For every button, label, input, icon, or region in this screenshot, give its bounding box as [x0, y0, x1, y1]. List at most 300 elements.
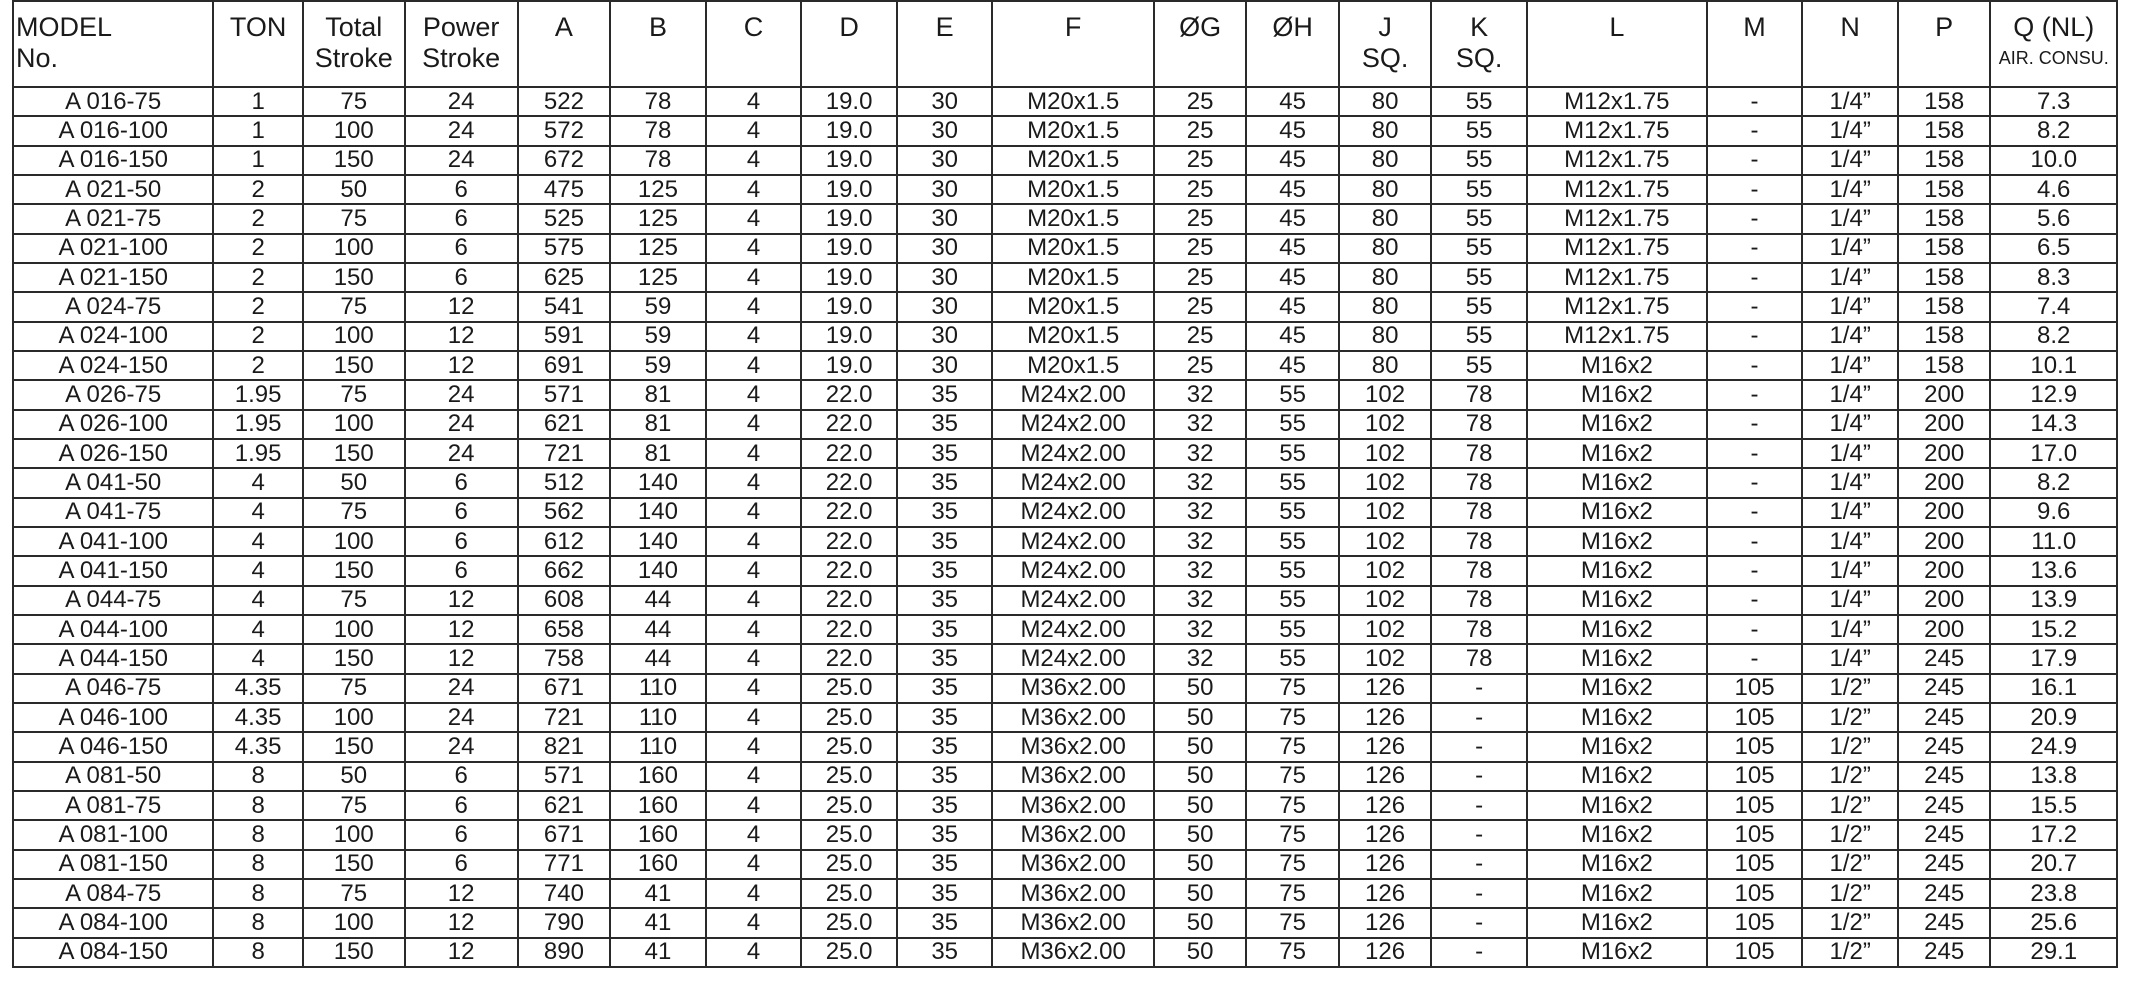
cell-m: 105 — [1707, 732, 1803, 761]
cell-ton: 8 — [213, 791, 302, 820]
cell-h: 55 — [1246, 439, 1339, 468]
cell-model: A 046-75 — [13, 674, 213, 703]
cell-a: 672 — [518, 146, 611, 175]
cell-total: 150 — [303, 146, 405, 175]
cell-q: 8.2 — [1990, 322, 2117, 351]
cell-c: 4 — [706, 234, 802, 263]
cell-b: 44 — [610, 615, 706, 644]
column-header-label: N — [1840, 12, 1860, 42]
cell-h: 75 — [1246, 791, 1339, 820]
cell-power: 24 — [405, 410, 518, 439]
cell-power: 6 — [405, 850, 518, 879]
cell-total: 75 — [303, 879, 405, 908]
cell-ton: 4.35 — [213, 732, 302, 761]
table-row — [13, 703, 2117, 732]
cell-n: 1/4” — [1802, 322, 1898, 351]
cell-f: M20x1.5 — [992, 146, 1153, 175]
cell-total: 75 — [303, 292, 405, 321]
cell-p: 158 — [1898, 263, 1991, 292]
cell-n: 1/4” — [1802, 87, 1898, 116]
cell-power: 12 — [405, 322, 518, 351]
cell-power: 6 — [405, 527, 518, 556]
cell-p: 200 — [1898, 586, 1991, 615]
cell-a: 621 — [518, 791, 611, 820]
cell-l: M16x2 — [1527, 703, 1707, 732]
cell-m: - — [1707, 292, 1803, 321]
cell-h: 55 — [1246, 468, 1339, 497]
column-header-label: L — [1609, 12, 1625, 42]
cell-g: 25 — [1154, 204, 1247, 233]
cell-h: 75 — [1246, 938, 1339, 967]
cell-g: 25 — [1154, 234, 1247, 263]
cell-q: 9.6 — [1990, 498, 2117, 527]
column-header-label: D — [839, 12, 859, 42]
cell-n: 1/2” — [1802, 850, 1898, 879]
cell-g: 32 — [1154, 527, 1247, 556]
cell-q: 15.2 — [1990, 615, 2117, 644]
cell-p: 200 — [1898, 527, 1991, 556]
cell-c: 4 — [706, 351, 802, 380]
cell-k: - — [1431, 703, 1527, 732]
cell-c: 4 — [706, 762, 802, 791]
cell-b: 140 — [610, 498, 706, 527]
cell-m: - — [1707, 263, 1803, 292]
cell-f: M36x2.00 — [992, 732, 1153, 761]
cell-c: 4 — [706, 146, 802, 175]
cell-a: 575 — [518, 234, 611, 263]
cell-e: 35 — [897, 938, 993, 967]
cell-e: 35 — [897, 762, 993, 791]
cell-g: 25 — [1154, 87, 1247, 116]
cell-q: 13.9 — [1990, 586, 2117, 615]
cell-b: 140 — [610, 468, 706, 497]
cell-total: 50 — [303, 762, 405, 791]
cell-power: 6 — [405, 234, 518, 263]
cell-k: - — [1431, 674, 1527, 703]
column-header-label: Power — [422, 12, 500, 42]
cell-f: M20x1.5 — [992, 204, 1153, 233]
cell-d: 25.0 — [801, 879, 897, 908]
cell-k: 55 — [1431, 146, 1527, 175]
cell-ton: 2 — [213, 263, 302, 292]
cell-k: - — [1431, 791, 1527, 820]
column-header-total — [303, 1, 405, 87]
cell-p: 245 — [1898, 938, 1991, 967]
cell-c: 4 — [706, 322, 802, 351]
cell-ton: 4.35 — [213, 674, 302, 703]
cell-m: 105 — [1707, 762, 1803, 791]
cell-f: M24x2.00 — [992, 410, 1153, 439]
cell-j: 80 — [1339, 116, 1432, 145]
cell-n: 1/2” — [1802, 762, 1898, 791]
table-row — [13, 175, 2117, 204]
cell-l: M16x2 — [1527, 439, 1707, 468]
cell-f: M20x1.5 — [992, 116, 1153, 145]
column-header-g — [1154, 1, 1247, 87]
cell-q: 12.9 — [1990, 380, 2117, 409]
cell-l: M12x1.75 — [1527, 116, 1707, 145]
cell-e: 30 — [897, 116, 993, 145]
cell-n: 1/4” — [1802, 586, 1898, 615]
cell-h: 45 — [1246, 234, 1339, 263]
cell-f: M24x2.00 — [992, 380, 1153, 409]
cell-q: 14.3 — [1990, 410, 2117, 439]
cell-q: 11.0 — [1990, 527, 2117, 556]
cell-e: 30 — [897, 263, 993, 292]
cell-b: 125 — [610, 263, 706, 292]
cell-n: 1/4” — [1802, 615, 1898, 644]
cell-e: 35 — [897, 879, 993, 908]
cell-ton: 1.95 — [213, 380, 302, 409]
cell-q: 7.3 — [1990, 87, 2117, 116]
cell-f: M24x2.00 — [992, 556, 1153, 585]
cell-j: 102 — [1339, 644, 1432, 673]
cell-f: M20x1.5 — [992, 263, 1153, 292]
cell-f: M24x2.00 — [992, 468, 1153, 497]
cell-q: 17.9 — [1990, 644, 2117, 673]
cell-l: M16x2 — [1527, 908, 1707, 937]
cell-j: 102 — [1339, 527, 1432, 556]
cell-n: 1/4” — [1802, 204, 1898, 233]
cell-c: 4 — [706, 850, 802, 879]
cell-a: 671 — [518, 674, 611, 703]
column-header-p — [1898, 1, 1991, 87]
column-header-label: C — [743, 12, 764, 42]
cell-h: 45 — [1246, 322, 1339, 351]
cell-n: 1/4” — [1802, 380, 1898, 409]
cell-j: 80 — [1339, 263, 1432, 292]
cell-b: 59 — [610, 351, 706, 380]
cell-d: 22.0 — [801, 615, 897, 644]
cell-j: 126 — [1339, 674, 1432, 703]
cell-a: 771 — [518, 850, 611, 879]
cell-m: - — [1707, 116, 1803, 145]
cell-a: 608 — [518, 586, 611, 615]
cell-l: M16x2 — [1527, 879, 1707, 908]
cell-model: A 016-100 — [13, 116, 213, 145]
cell-model: A 084-150 — [13, 938, 213, 967]
cell-n: 1/4” — [1802, 644, 1898, 673]
cell-model: A 026-75 — [13, 380, 213, 409]
cell-ton: 8 — [213, 850, 302, 879]
table-row — [13, 556, 2117, 585]
cell-ton: 2 — [213, 204, 302, 233]
cell-k: - — [1431, 820, 1527, 849]
cell-f: M24x2.00 — [992, 586, 1153, 615]
cell-ton: 4.35 — [213, 703, 302, 732]
cell-f: M36x2.00 — [992, 908, 1153, 937]
cell-e: 30 — [897, 351, 993, 380]
cell-model: A 081-75 — [13, 791, 213, 820]
cell-p: 245 — [1898, 850, 1991, 879]
cell-j: 102 — [1339, 615, 1432, 644]
column-header-note: AIR. CONSU. — [1998, 48, 2109, 68]
cell-ton: 8 — [213, 762, 302, 791]
cell-g: 50 — [1154, 762, 1247, 791]
cell-k: - — [1431, 908, 1527, 937]
cell-c: 4 — [706, 292, 802, 321]
cell-ton: 1 — [213, 146, 302, 175]
cell-ton: 8 — [213, 908, 302, 937]
cell-k: - — [1431, 879, 1527, 908]
cell-n: 1/4” — [1802, 116, 1898, 145]
cell-m: - — [1707, 146, 1803, 175]
column-header-l — [1527, 1, 1707, 87]
cell-model: A 046-100 — [13, 703, 213, 732]
cell-d: 25.0 — [801, 674, 897, 703]
cell-q: 15.5 — [1990, 791, 2117, 820]
cell-total: 75 — [303, 380, 405, 409]
cell-q: 20.9 — [1990, 703, 2117, 732]
cell-f: M20x1.5 — [992, 234, 1153, 263]
cell-n: 1/4” — [1802, 263, 1898, 292]
cell-n: 1/2” — [1802, 820, 1898, 849]
table-row — [13, 234, 2117, 263]
cell-p: 200 — [1898, 439, 1991, 468]
cell-q: 25.6 — [1990, 908, 2117, 937]
cell-j: 126 — [1339, 820, 1432, 849]
column-header-j — [1339, 1, 1432, 87]
cell-k: 78 — [1431, 380, 1527, 409]
column-header-label: MODEL — [16, 12, 113, 42]
cell-e: 35 — [897, 820, 993, 849]
cell-l: M16x2 — [1527, 351, 1707, 380]
cell-l: M16x2 — [1527, 791, 1707, 820]
cylinder-spec-table — [12, 0, 2118, 968]
cell-g: 25 — [1154, 263, 1247, 292]
cell-b: 44 — [610, 586, 706, 615]
cell-m: 105 — [1707, 703, 1803, 732]
cell-m: - — [1707, 175, 1803, 204]
column-header-model — [13, 1, 213, 87]
table-row — [13, 644, 2117, 673]
cell-g: 50 — [1154, 791, 1247, 820]
cell-l: M16x2 — [1527, 410, 1707, 439]
cell-n: 1/4” — [1802, 468, 1898, 497]
cell-h: 75 — [1246, 820, 1339, 849]
column-header-q — [1990, 1, 2117, 87]
cell-model: A 021-50 — [13, 175, 213, 204]
cell-power: 24 — [405, 674, 518, 703]
cell-d: 19.0 — [801, 322, 897, 351]
cell-c: 4 — [706, 644, 802, 673]
cell-power: 6 — [405, 204, 518, 233]
cell-d: 22.0 — [801, 498, 897, 527]
table-row — [13, 586, 2117, 615]
table-row — [13, 615, 2117, 644]
cell-k: - — [1431, 938, 1527, 967]
column-header-sublabel: Stroke — [314, 43, 393, 73]
cell-model: A 016-75 — [13, 87, 213, 116]
cell-d: 19.0 — [801, 234, 897, 263]
cell-ton: 4 — [213, 615, 302, 644]
cell-m: - — [1707, 380, 1803, 409]
cell-h: 55 — [1246, 615, 1339, 644]
cell-total: 100 — [303, 322, 405, 351]
cell-p: 245 — [1898, 674, 1991, 703]
cell-m: - — [1707, 556, 1803, 585]
cell-power: 12 — [405, 879, 518, 908]
cell-m: - — [1707, 644, 1803, 673]
cell-ton: 4 — [213, 468, 302, 497]
cell-a: 721 — [518, 703, 611, 732]
cell-n: 1/2” — [1802, 791, 1898, 820]
cell-a: 571 — [518, 762, 611, 791]
cell-e: 30 — [897, 175, 993, 204]
cell-total: 100 — [303, 615, 405, 644]
cell-g: 32 — [1154, 556, 1247, 585]
cell-j: 80 — [1339, 146, 1432, 175]
cell-k: 55 — [1431, 292, 1527, 321]
cell-ton: 8 — [213, 938, 302, 967]
cell-m: - — [1707, 468, 1803, 497]
cell-e: 35 — [897, 703, 993, 732]
column-header-label: F — [1064, 12, 1082, 42]
cell-c: 4 — [706, 498, 802, 527]
cell-total: 75 — [303, 204, 405, 233]
cell-h: 75 — [1246, 762, 1339, 791]
cell-model: A 081-50 — [13, 762, 213, 791]
table-row — [13, 762, 2117, 791]
cell-a: 662 — [518, 556, 611, 585]
cell-k: 78 — [1431, 586, 1527, 615]
cell-h: 75 — [1246, 908, 1339, 937]
cell-g: 32 — [1154, 380, 1247, 409]
cell-m: 105 — [1707, 850, 1803, 879]
cell-ton: 1.95 — [213, 439, 302, 468]
column-header-b — [610, 1, 706, 87]
column-header-ton — [213, 1, 302, 87]
cell-power: 24 — [405, 146, 518, 175]
cell-p: 245 — [1898, 791, 1991, 820]
cell-b: 81 — [610, 380, 706, 409]
cell-e: 35 — [897, 410, 993, 439]
cell-p: 158 — [1898, 87, 1991, 116]
cell-f: M24x2.00 — [992, 527, 1153, 556]
cell-d: 22.0 — [801, 410, 897, 439]
cell-j: 102 — [1339, 468, 1432, 497]
cell-total: 75 — [303, 791, 405, 820]
cell-m: - — [1707, 204, 1803, 233]
cell-p: 200 — [1898, 380, 1991, 409]
cell-g: 50 — [1154, 820, 1247, 849]
cell-power: 6 — [405, 263, 518, 292]
cell-q: 13.8 — [1990, 762, 2117, 791]
column-header-m — [1707, 1, 1803, 87]
cell-p: 245 — [1898, 879, 1991, 908]
cell-total: 100 — [303, 703, 405, 732]
cell-n: 1/4” — [1802, 498, 1898, 527]
cell-model: A 046-150 — [13, 732, 213, 761]
cell-a: 658 — [518, 615, 611, 644]
cell-a: 475 — [518, 175, 611, 204]
cell-ton: 4 — [213, 556, 302, 585]
cell-total: 50 — [303, 468, 405, 497]
cell-p: 200 — [1898, 410, 1991, 439]
cell-p: 200 — [1898, 498, 1991, 527]
cell-e: 35 — [897, 380, 993, 409]
cell-a: 821 — [518, 732, 611, 761]
cell-model: A 041-100 — [13, 527, 213, 556]
column-header-label: ØH — [1272, 12, 1313, 42]
cell-c: 4 — [706, 938, 802, 967]
cell-g: 32 — [1154, 615, 1247, 644]
cell-j: 126 — [1339, 762, 1432, 791]
column-header-k — [1431, 1, 1527, 87]
cell-m: 105 — [1707, 908, 1803, 937]
cell-k: - — [1431, 762, 1527, 791]
cell-ton: 2 — [213, 234, 302, 263]
cell-p: 245 — [1898, 644, 1991, 673]
cell-c: 4 — [706, 586, 802, 615]
cell-g: 50 — [1154, 703, 1247, 732]
cell-power: 24 — [405, 439, 518, 468]
cell-m: 105 — [1707, 938, 1803, 967]
cell-power: 12 — [405, 908, 518, 937]
cell-d: 19.0 — [801, 146, 897, 175]
column-header-sublabel: No. — [16, 43, 59, 73]
cell-m: - — [1707, 351, 1803, 380]
cell-k: 55 — [1431, 116, 1527, 145]
cell-h: 75 — [1246, 674, 1339, 703]
cell-j: 80 — [1339, 87, 1432, 116]
cell-model: A 021-100 — [13, 234, 213, 263]
cell-f: M36x2.00 — [992, 938, 1153, 967]
cell-h: 55 — [1246, 556, 1339, 585]
cell-g: 50 — [1154, 938, 1247, 967]
cell-c: 4 — [706, 87, 802, 116]
cell-n: 1/2” — [1802, 879, 1898, 908]
column-header-label: J — [1378, 12, 1392, 42]
cell-n: 1/4” — [1802, 292, 1898, 321]
cell-e: 35 — [897, 468, 993, 497]
cell-g: 50 — [1154, 908, 1247, 937]
cell-total: 100 — [303, 908, 405, 937]
cell-e: 35 — [897, 527, 993, 556]
cell-f: M20x1.5 — [992, 322, 1153, 351]
cell-p: 245 — [1898, 820, 1991, 849]
cell-m: 105 — [1707, 674, 1803, 703]
cell-j: 80 — [1339, 204, 1432, 233]
table-row — [13, 263, 2117, 292]
cell-power: 24 — [405, 732, 518, 761]
cell-d: 19.0 — [801, 204, 897, 233]
cell-e: 35 — [897, 498, 993, 527]
table-row — [13, 322, 2117, 351]
table-row — [13, 204, 2117, 233]
cell-b: 125 — [610, 175, 706, 204]
cell-h: 75 — [1246, 879, 1339, 908]
cell-ton: 1 — [213, 116, 302, 145]
cell-d: 22.0 — [801, 556, 897, 585]
cell-q: 7.4 — [1990, 292, 2117, 321]
cell-model: A 081-100 — [13, 820, 213, 849]
column-header-d — [801, 1, 897, 87]
cell-f: M36x2.00 — [992, 762, 1153, 791]
cell-total: 150 — [303, 439, 405, 468]
cell-model: A 041-150 — [13, 556, 213, 585]
cell-total: 75 — [303, 498, 405, 527]
table-header — [13, 1, 2117, 87]
cell-ton: 4 — [213, 586, 302, 615]
cell-f: M36x2.00 — [992, 820, 1153, 849]
cell-e: 35 — [897, 908, 993, 937]
cell-n: 1/4” — [1802, 234, 1898, 263]
cell-f: M36x2.00 — [992, 791, 1153, 820]
cell-f: M20x1.5 — [992, 87, 1153, 116]
cell-total: 150 — [303, 556, 405, 585]
cell-h: 55 — [1246, 410, 1339, 439]
